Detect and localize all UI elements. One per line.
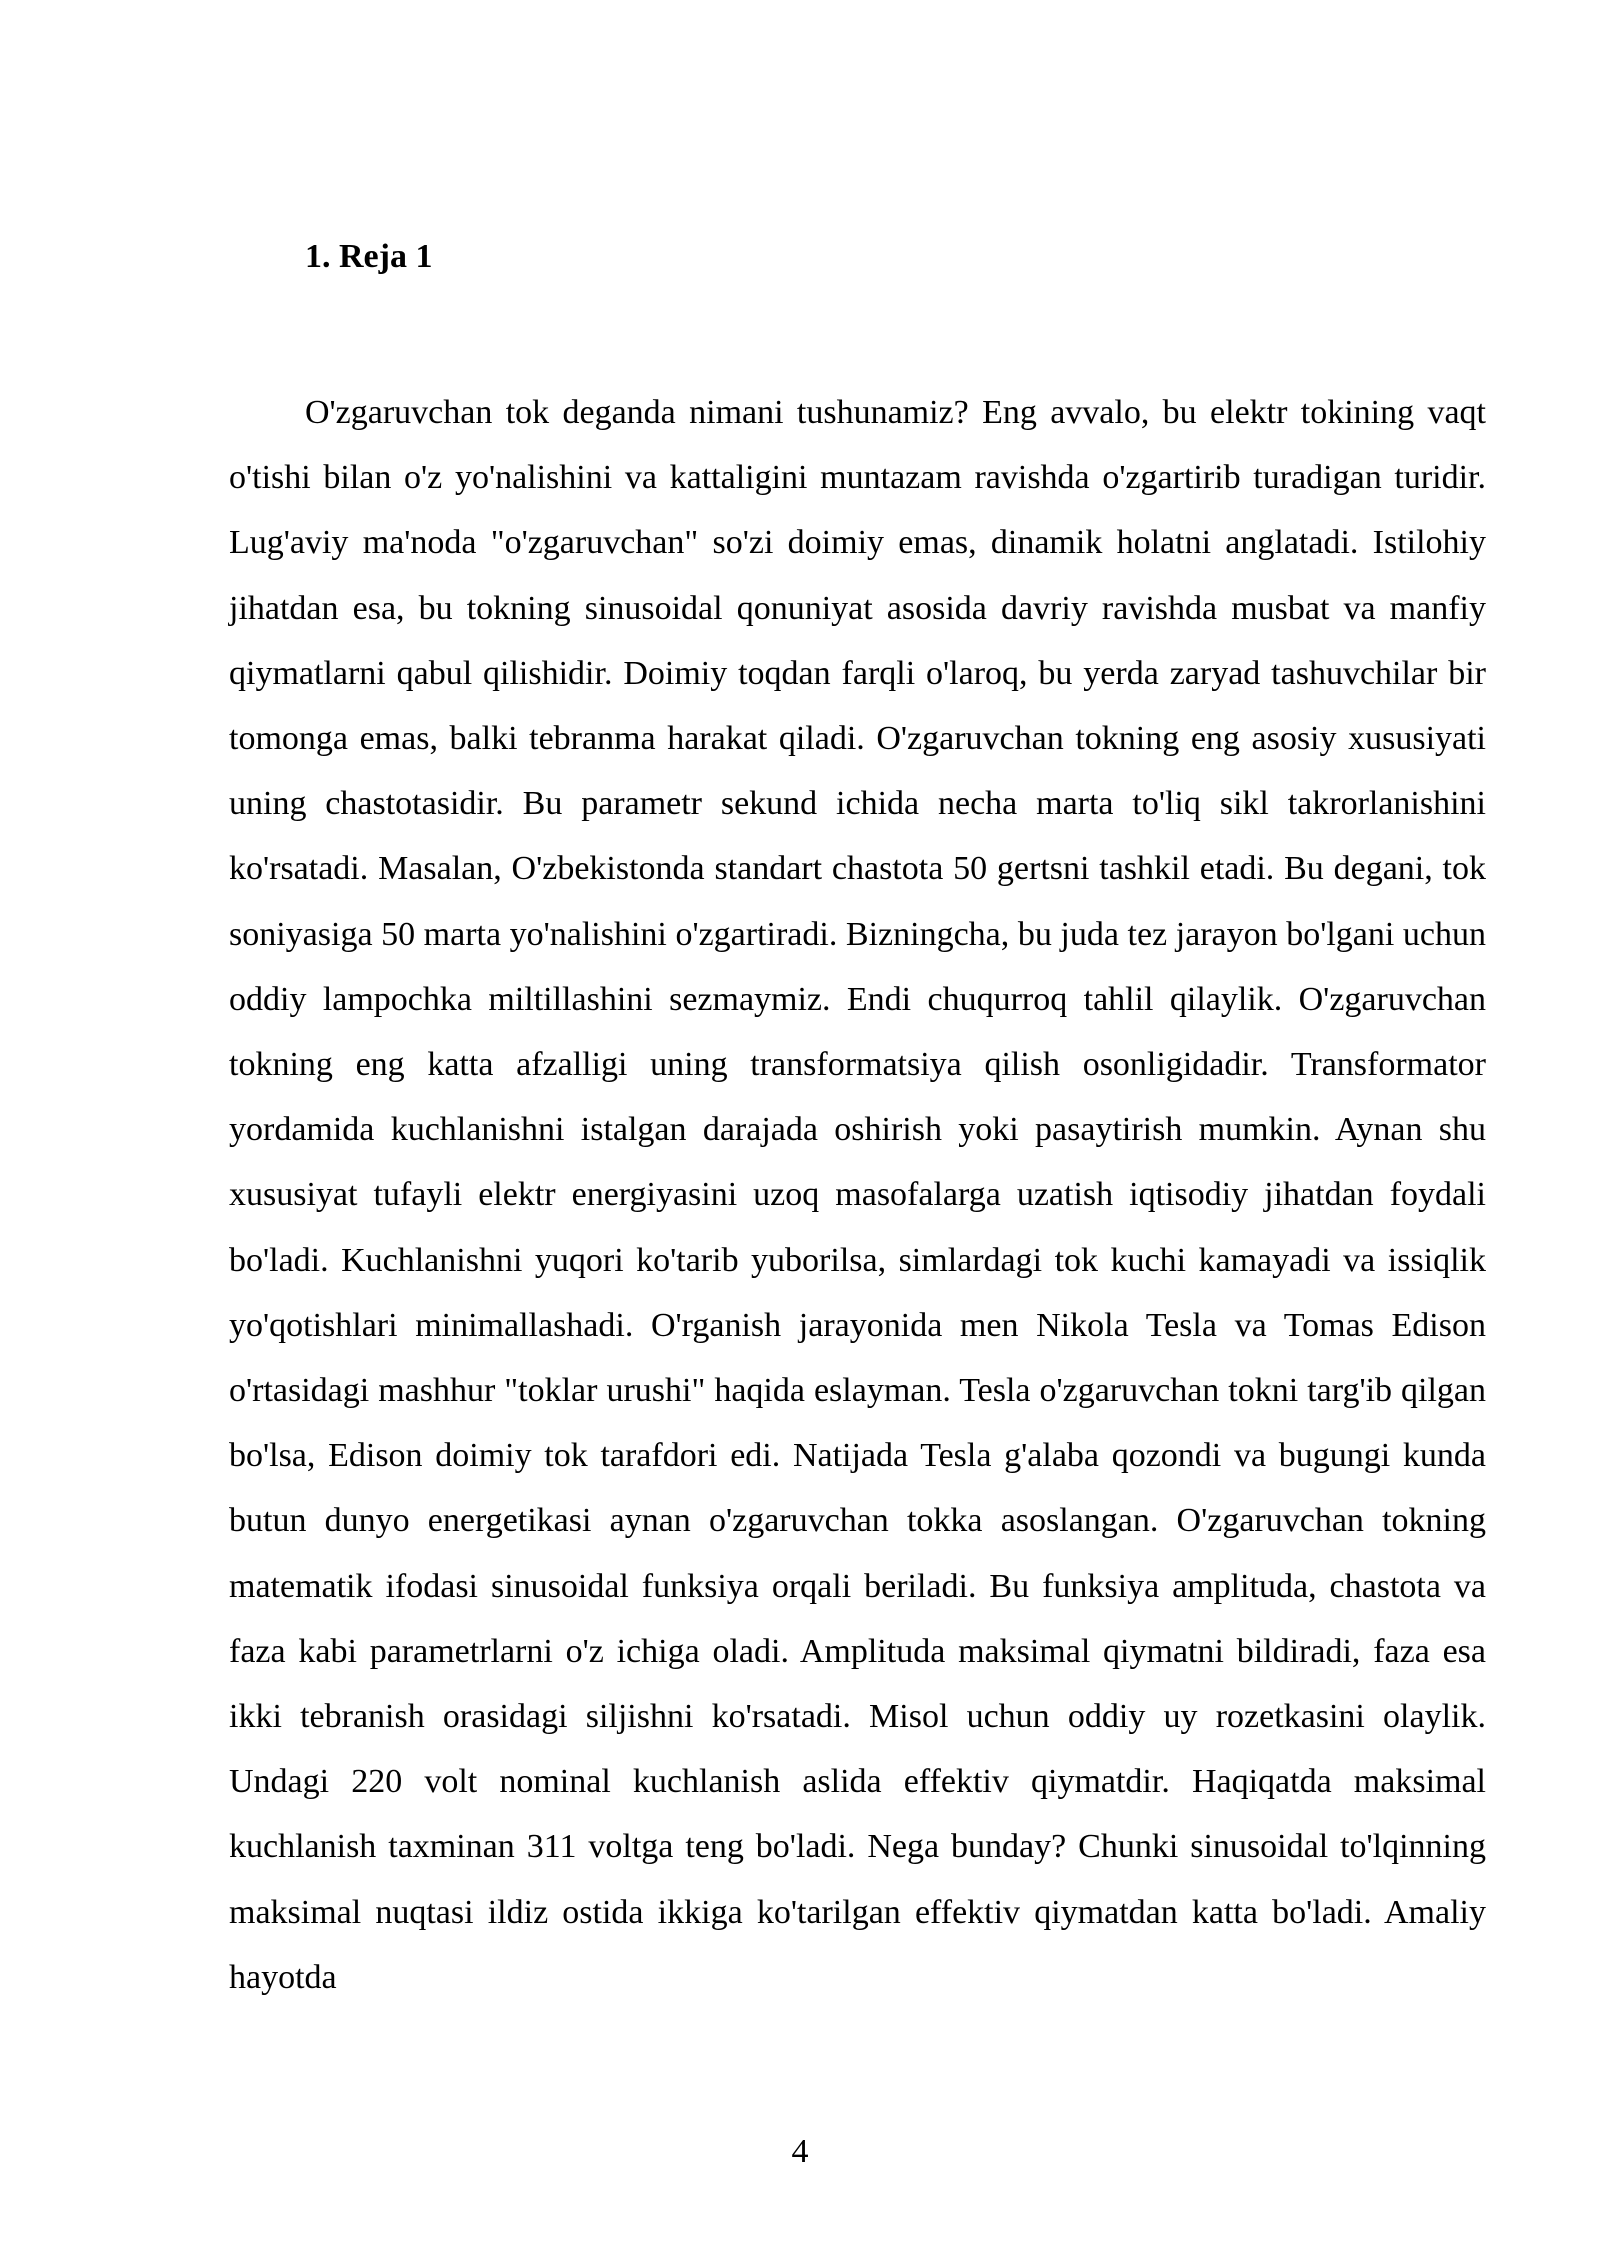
page-number: 4 (791, 2133, 809, 2170)
body-paragraph: O'zgaruvchan tok deganda nimani tushunamiz? Eng avvalo, bu elektr tokining vaqt o'tishi bilan o'z yo'nalishini va kattaligini muntazam ravishda o'zgartirib turadigan turidir. Lug'aviy ma'noda "o'zgaruvchan" so'zi doimiy emas, dinamik holatni anglatadi. Istilohiy jihatdan esa, bu tokning sinusoidal qonuniyat asosida davriy ravishda musbat va manfiy qiymatlarni qabul qilishidir. Doimiy toqdan farqli o'laroq, bu yerda zaryad tashuvchilar bir tomonga emas, balki tebranma harakat qiladi. O'zgaruvchan tokning eng asosiy xususiyati uning chastotasidir. Bu parametr sekund ichida necha marta to'liq sikl takrorlanishini ko'rsatadi. Masalan, O'zbekistonda standart chastota 50 gertsni tashkil etadi. Bu degani, tok soniyasiga 50 marta yo'nalishini o'zgartiradi. Bizningcha, bu juda tez jarayon bo'lgani uchun oddiy lampochka miltillashini sezmaymiz. Endi chuqurroq tahlil qilaylik. O'zgaruvchan tokning eng katta afzalligi uning transformatsiya qilish osonligidadir. Transformator yordamida kuchlanishni istalgan darajada oshirish yoki pasaytirish mumkin. Aynan shu xususiyat tufayli elektr energiyasini uzoq masofalarga uzatish iqtisodiy jihatdan foydali bo'ladi. Kuchlanishni yuqori ko'tarib yuborilsa, simlardagi tok kuchi kamayadi va issiqlik yo'qotishlari minimallashadi. O'rganish jarayonida men Nikola Tesla va Tomas Edison o'rtasidagi mashhur "toklar urushi" haqida eslayman. Tesla o'zgaruvchan tokni targ'ib qilgan bo'lsa, Edison doimiy tok tarafdori edi. Natijada Tesla g'alaba qozondi va bugungi kunda butun dunyo energetikasi aynan o'zgaruvchan tokka asoslangan. O'zgaruvchan tokning matematik ifodasi sinusoidal funksiya orqali beriladi. Bu funksiya amplituda, chastota va faza kabi parametrlarni o'z ichiga oladi. Amplituda maksimal qiymatni bildiradi, faza esa ikki tebranish orasidagi siljishni ko'rsatadi. Misol uchun oddiy uy rozetkasini olaylik. Undagi 220 volt nominal kuchlanish aslida effektiv qiymatdir. Haqiqatda maksimal kuchlanish taxminan 311 voltga teng bo'ladi. Nega bunday? Chunki sinusoidal to'lqinning maksimal nuqtasi ildiz ostida ikkiga ko'tarilgan effektiv qiymatdan katta bo'ladi. Amaliy hayotda (229, 394, 1486, 1996)
section-heading: 1. Reja 1 (305, 238, 433, 275)
